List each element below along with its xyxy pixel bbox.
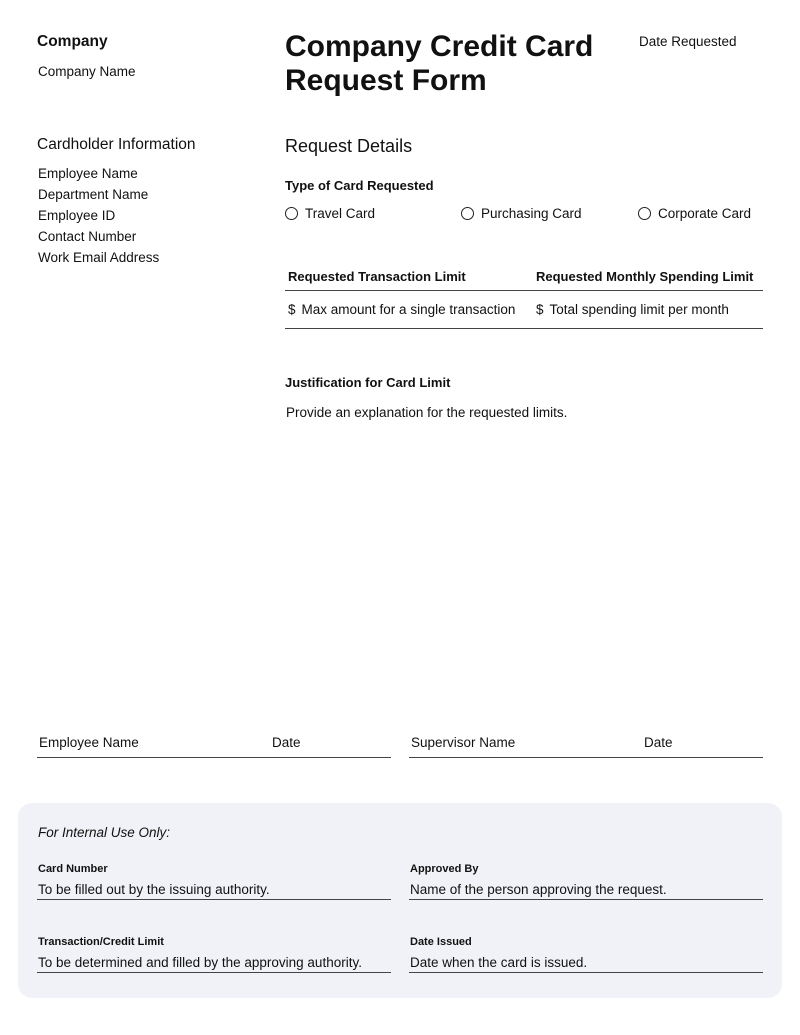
internal-use-title: For Internal Use Only: [38, 825, 171, 840]
department-name-field[interactable]: Department Name [38, 187, 149, 202]
form-title: Company Credit Card Request Form [285, 30, 594, 97]
request-details-heading: Request Details [285, 136, 413, 156]
cardholder-heading: Cardholder Information [37, 136, 196, 153]
currency-symbol: $ [288, 302, 296, 317]
transaction-limit-label: Requested Transaction Limit [288, 269, 466, 284]
transaction-limit-input[interactable] [288, 302, 515, 317]
monthly-limit-input[interactable] [536, 302, 729, 317]
credit-limit-field[interactable]: To be determined and filled by the approving authority. [38, 955, 362, 970]
radio-purchasing-card[interactable] [461, 206, 582, 221]
work-email-field[interactable]: Work Email Address [38, 250, 160, 265]
radio-label: Purchasing Card [481, 206, 582, 221]
employee-name-field[interactable]: Employee Name [38, 166, 138, 181]
employee-signature-line[interactable] [37, 735, 391, 758]
credit-limit-underline [37, 972, 391, 973]
approved-by-label: Approved By [410, 863, 479, 875]
justification-label: Justification for Card Limit [285, 375, 451, 390]
employee-signature-name-label: Employee Name [39, 735, 139, 750]
card-number-field[interactable]: To be filled out by the issuing authority. [38, 882, 270, 897]
radio-corporate-card[interactable] [638, 206, 751, 221]
justification-textarea[interactable]: Provide an explanation for the requested limits. [286, 405, 568, 420]
radio-label: Travel Card [305, 206, 376, 221]
company-heading: Company [37, 33, 108, 50]
limit-value-divider [285, 328, 763, 329]
company-name-field[interactable]: Company Name [38, 64, 136, 79]
employee-signature-date-label: Date [272, 735, 301, 750]
internal-use-panel [18, 803, 782, 998]
date-issued-underline [409, 972, 763, 973]
radio-circle-icon[interactable] [461, 207, 474, 220]
card-type-radio-group [285, 206, 765, 226]
radio-travel-card[interactable] [285, 206, 375, 221]
supervisor-signature-line[interactable] [409, 735, 763, 758]
date-requested-field[interactable]: Date Requested [639, 34, 737, 49]
employee-id-field[interactable]: Employee ID [38, 208, 116, 223]
monthly-limit-label: Requested Monthly Spending Limit [536, 269, 754, 284]
approved-by-field[interactable]: Name of the person approving the request. [410, 882, 667, 897]
date-issued-label: Date Issued [410, 936, 472, 948]
card-number-label: Card Number [38, 863, 108, 875]
contact-number-field[interactable]: Contact Number [38, 229, 137, 244]
radio-circle-icon[interactable] [638, 207, 651, 220]
card-number-underline [37, 899, 391, 900]
approved-by-underline [409, 899, 763, 900]
date-issued-field[interactable]: Date when the card is issued. [410, 955, 588, 970]
monthly-limit-placeholder: Total spending limit per month [549, 302, 729, 317]
radio-label: Corporate Card [658, 206, 752, 221]
cardholder-field-list [38, 165, 159, 270]
credit-limit-label: Transaction/Credit Limit [38, 936, 164, 948]
supervisor-signature-name-label: Supervisor Name [411, 735, 516, 750]
supervisor-signature-date-label: Date [644, 735, 673, 750]
radio-circle-icon[interactable] [285, 207, 298, 220]
limit-header-divider [285, 290, 763, 291]
currency-symbol: $ [536, 302, 544, 317]
card-type-label: Type of Card Requested [285, 178, 434, 193]
transaction-limit-placeholder: Max amount for a single transaction [301, 302, 516, 317]
